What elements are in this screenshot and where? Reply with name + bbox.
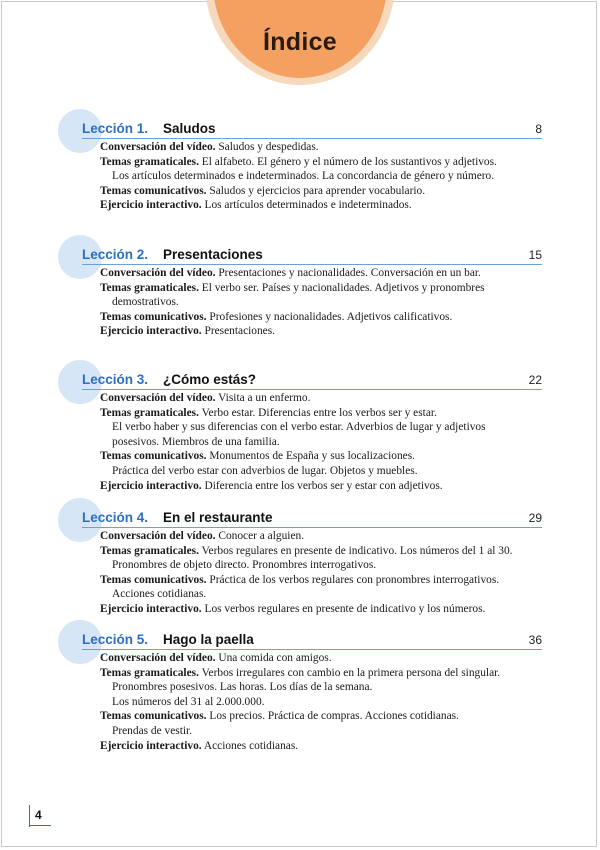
lesson-title: ¿Cómo estás?: [163, 372, 257, 387]
lesson-heading[interactable]: [82, 246, 542, 265]
list-item: Temas gramaticales. Verbos regulares en presente de indicativo. Los números del 1 al 30.: [100, 544, 513, 557]
list-item: Ejercicio interactivo. Presentaciones.: [100, 325, 276, 338]
list-item: Acciones cotidianas.: [112, 588, 207, 601]
list-item: Conversación del vídeo. Presentaciones y nacionalidades. Conversación en un bar.: [100, 267, 481, 279]
lesson-number: Lección 5.: [82, 632, 149, 647]
list-item: Ejercicio interactivo. Los verbos regulares en presente de indicativo y los números.: [100, 602, 486, 615]
lesson-title: En el restaurante: [163, 510, 273, 525]
lesson-page: 22: [528, 373, 542, 387]
lesson-number: Lección 3.: [82, 372, 149, 387]
list-item: Temas comunicativos. Monumentos de España y sus localizaciones.: [100, 450, 415, 463]
lesson-number: Lección 1.: [82, 121, 149, 136]
list-item: Los artículos determinados e indeterminados. La concordancia de género y número.: [112, 170, 495, 183]
list-item: Temas comunicativos. Saludos y ejercicios para aprender vocabulario.: [100, 184, 426, 197]
lesson-page: 36: [528, 633, 542, 647]
list-item: Temas comunicativos. Práctica de los verbos regulares con pronombres interrogativos.: [100, 573, 500, 586]
list-item: Ejercicio interactivo. Acciones cotidianas.: [100, 739, 299, 752]
list-item: Práctica del verbo estar con adverbios de lugar. Objetos y muebles.: [112, 464, 418, 477]
list-item: Pronombres de objeto directo. Pronombres interrogativos.: [112, 559, 377, 572]
page-title: Índice: [262, 28, 338, 56]
lesson-heading[interactable]: [82, 120, 542, 139]
lesson-title: Saludos: [163, 121, 216, 136]
list-item: Temas gramaticales. Verbo estar. Diferencias entre los verbos ser y estar.: [100, 406, 437, 419]
lesson-items: [100, 651, 550, 753]
lesson-items: [100, 266, 550, 339]
list-item: Conversación del vídeo. Saludos y despedidas.: [100, 141, 319, 153]
list-item: El verbo haber y sus diferencias con el verbo estar. Adverbios de lugar y adjetivos: [112, 421, 486, 434]
footer-marker-vertical: [29, 805, 30, 827]
lesson-page: 29: [528, 511, 542, 525]
list-item: Temas comunicativos. Los precios. Práctica de compras. Acciones cotidianas.: [100, 710, 459, 723]
lesson-heading[interactable]: [82, 371, 542, 390]
lesson-items: [100, 391, 550, 493]
list-item: Temas gramaticales. El alfabeto. El género y el número de los sustantivos y adjetivos.: [100, 155, 497, 168]
lesson-page: 15: [528, 248, 542, 262]
lesson-title: Presentaciones: [163, 247, 263, 262]
footer-marker-horizontal: [29, 825, 51, 826]
list-item: Conversación del vídeo. Conocer a alguien.: [100, 530, 305, 542]
list-item: demostrativos.: [112, 296, 179, 309]
lesson-heading[interactable]: [82, 631, 542, 650]
list-item: Temas gramaticales. Verbos irregulares con cambio en la primera persona del singular.: [100, 666, 501, 679]
list-item: Pronombres posesivos. Las horas. Los días de la semana.: [112, 681, 373, 694]
list-item: Ejercicio interactivo. Los artículos determinados e indeterminados.: [100, 199, 412, 212]
lesson-heading[interactable]: [82, 509, 542, 528]
list-item: Temas gramaticales. El verbo ser. Países y nacionalidades. Adjetivos y pronombres: [100, 281, 485, 294]
list-item: Conversación del vídeo. Visita a un enfermo.: [100, 392, 311, 404]
page-number: 4: [35, 808, 42, 822]
list-item: Temas comunicativos. Profesiones y nacionalidades. Adjetivos calificativos.: [100, 310, 453, 323]
lesson-page: 8: [535, 122, 542, 136]
lesson-number: Lección 2.: [82, 247, 149, 262]
list-item: Conversación del vídeo. Una comida con amigos.: [100, 652, 332, 664]
list-item: Prendas de vestir.: [112, 724, 193, 737]
lesson-number: Lección 4.: [82, 510, 149, 525]
list-item: Los números del 31 al 2.000.000.: [112, 695, 265, 708]
list-item: posesivos. Miembros de una familia.: [112, 435, 280, 448]
lesson-title: Hago la paella: [163, 632, 254, 647]
list-item: Ejercicio interactivo. Diferencia entre los verbos ser y estar con adjetivos.: [100, 479, 443, 492]
lesson-items: [100, 529, 550, 617]
lesson-items: [100, 140, 550, 213]
